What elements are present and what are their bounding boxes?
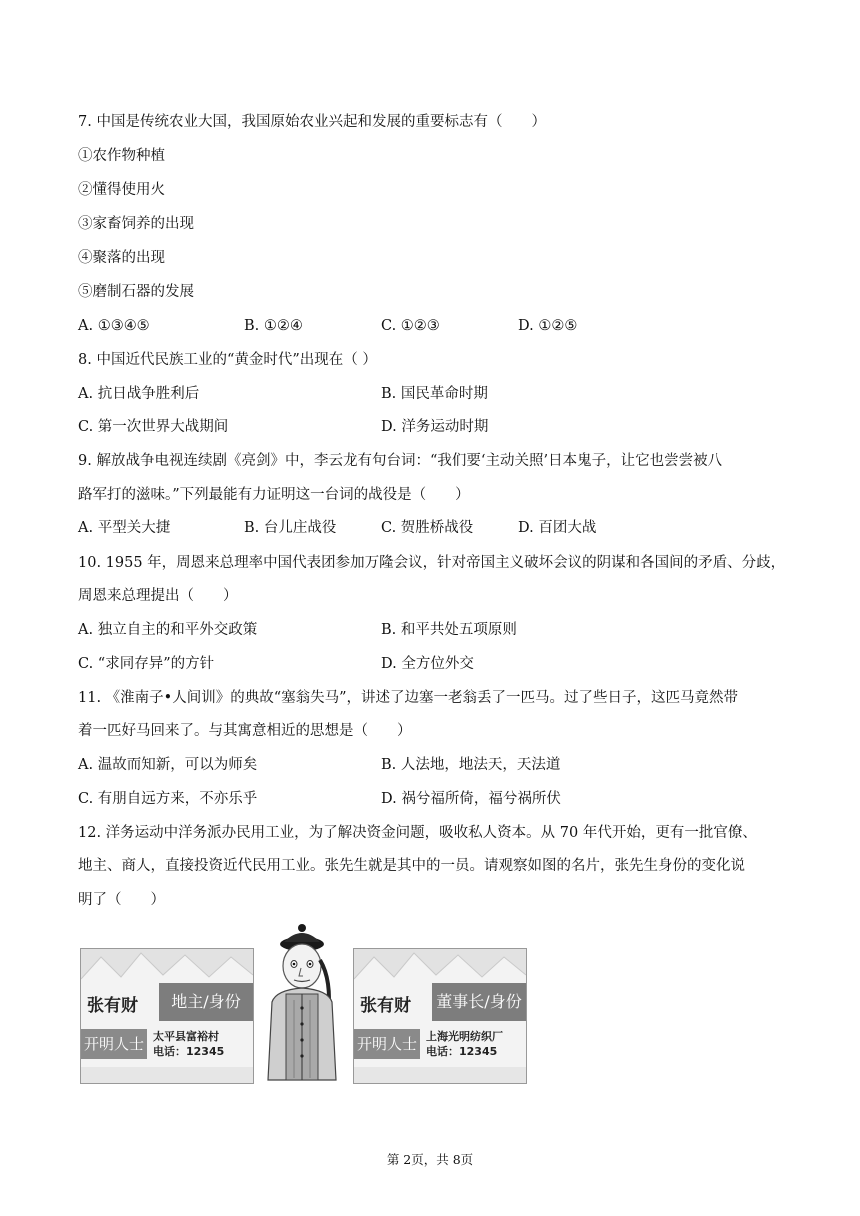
q7-option-a: A. ①③④⑤ bbox=[78, 318, 150, 334]
page-footer: 第 2页，共 8页 bbox=[386, 1152, 474, 1167]
q8-option-b: B. 国民革命时期 bbox=[381, 386, 488, 402]
card-address-line: 上海光明纺织厂 bbox=[426, 1030, 503, 1043]
business-card-landlord bbox=[80, 948, 254, 1084]
card-name: 张有财 bbox=[360, 996, 411, 1016]
card-name: 张有财 bbox=[87, 996, 138, 1016]
q7-item-3: ③家畜饲养的出现 bbox=[78, 216, 194, 232]
q11-option-a: A. 温故而知新，可以为师矣 bbox=[78, 757, 258, 773]
q8-option-c: C. 第一次世界大战期间 bbox=[78, 419, 229, 435]
q8-stem: 8. 中国近代民族工业的“黄金时代”出现在（ ） bbox=[78, 352, 377, 368]
q7-option-d: D. ①②⑤ bbox=[518, 318, 578, 334]
q12-stem-line1: 12. 洋务运动中洋务派办民用工业，为了解决资金问题，吸收私人资本。从 70 年代开始，更有一批官僚、 bbox=[78, 825, 757, 841]
card-tag: 开明人士 bbox=[81, 1029, 147, 1059]
q11-stem-line2: 着一匹好马回来了。与其寓意相近的思想是（ ） bbox=[78, 723, 412, 739]
card-title: 董事长/身份 bbox=[432, 983, 526, 1021]
q11-option-b: B. 人法地，地法天，天法道 bbox=[381, 757, 561, 773]
q8-option-d: D. 洋务运动时期 bbox=[381, 419, 489, 435]
q12-stem-line2: 地主、商人，直接投资近代民用工业。张先生就是其中的一员。请观察如图的名片，张先生身份的变化说 bbox=[78, 858, 745, 874]
q11-option-c: C. 有朋自远方来，不亦乐乎 bbox=[78, 791, 258, 807]
card-phone: 电话：12345 bbox=[426, 1045, 498, 1058]
q9-stem-line1: 9. 解放战争电视连续剧《亮剑》中，李云龙有句台词：“我们要‘主动关照’日本鬼子，让它也尝尝被八 bbox=[78, 453, 723, 469]
q10-option-b: B. 和平共处五项原则 bbox=[381, 622, 517, 638]
q9-option-c: C. 贺胜桥战役 bbox=[381, 520, 474, 536]
q8-option-a: A. 抗日战争胜利后 bbox=[78, 386, 200, 402]
q7-item-5: ⑤磨制石器的发展 bbox=[78, 284, 194, 300]
q10-stem-line2: 周恩来总理提出（ ） bbox=[78, 588, 238, 604]
qing-man-illustration bbox=[256, 920, 348, 1082]
card-bottom-bar bbox=[354, 1067, 526, 1083]
q7-stem: 7. 中国是传统农业大国，我国原始农业兴起和发展的重要标志有（ ） bbox=[78, 114, 546, 130]
q10-option-d: D. 全方位外交 bbox=[381, 656, 474, 672]
q7-item-4: ④聚落的出现 bbox=[78, 250, 165, 266]
card-phone: 电话：12345 bbox=[153, 1045, 225, 1058]
q9-option-b: B. 台儿庄战役 bbox=[244, 520, 337, 536]
q7-option-b: B. ①②④ bbox=[244, 318, 303, 334]
q9-stem-line2: 路军打的滋味。”下列最能有力证明这一台词的战役是（ ） bbox=[78, 487, 470, 503]
q11-option-d: D. 祸兮福所倚，福兮祸所伏 bbox=[381, 791, 561, 807]
q7-item-2: ②懂得使用火 bbox=[78, 182, 165, 198]
card-title: 地主/身份 bbox=[159, 983, 253, 1021]
q11-stem-line1: 11. 《淮南子•人间训》的典故“塞翁失马”，讲述了边塞一老翁丢了一匹马。过了些日子，这匹马竟然带 bbox=[78, 690, 739, 706]
card-address-line: 太平县富裕村 bbox=[153, 1030, 219, 1043]
q7-option-c: C. ①②③ bbox=[381, 318, 440, 334]
q7-item-1: ①农作物种植 bbox=[78, 148, 165, 164]
q10-option-c: C. “求同存异”的方针 bbox=[78, 656, 215, 672]
card-bottom-bar bbox=[81, 1067, 253, 1083]
q12-stem-line3: 明了（ ） bbox=[78, 892, 165, 908]
q9-option-a: A. 平型关大捷 bbox=[78, 520, 171, 536]
card-address bbox=[153, 1029, 224, 1059]
card-tag: 开明人士 bbox=[354, 1029, 420, 1059]
card-address bbox=[426, 1029, 503, 1059]
q9-option-d: D. 百团大战 bbox=[518, 520, 597, 536]
q10-option-a: A. 独立自主的和平外交政策 bbox=[78, 622, 258, 638]
q10-stem-line1: 10. 1955 年，周恩来总理率中国代表团参加万隆会议，针对帝国主义破坏会议的阴谋和各国间的矛盾、分歧， bbox=[78, 555, 786, 571]
business-card-chairman bbox=[353, 948, 527, 1084]
